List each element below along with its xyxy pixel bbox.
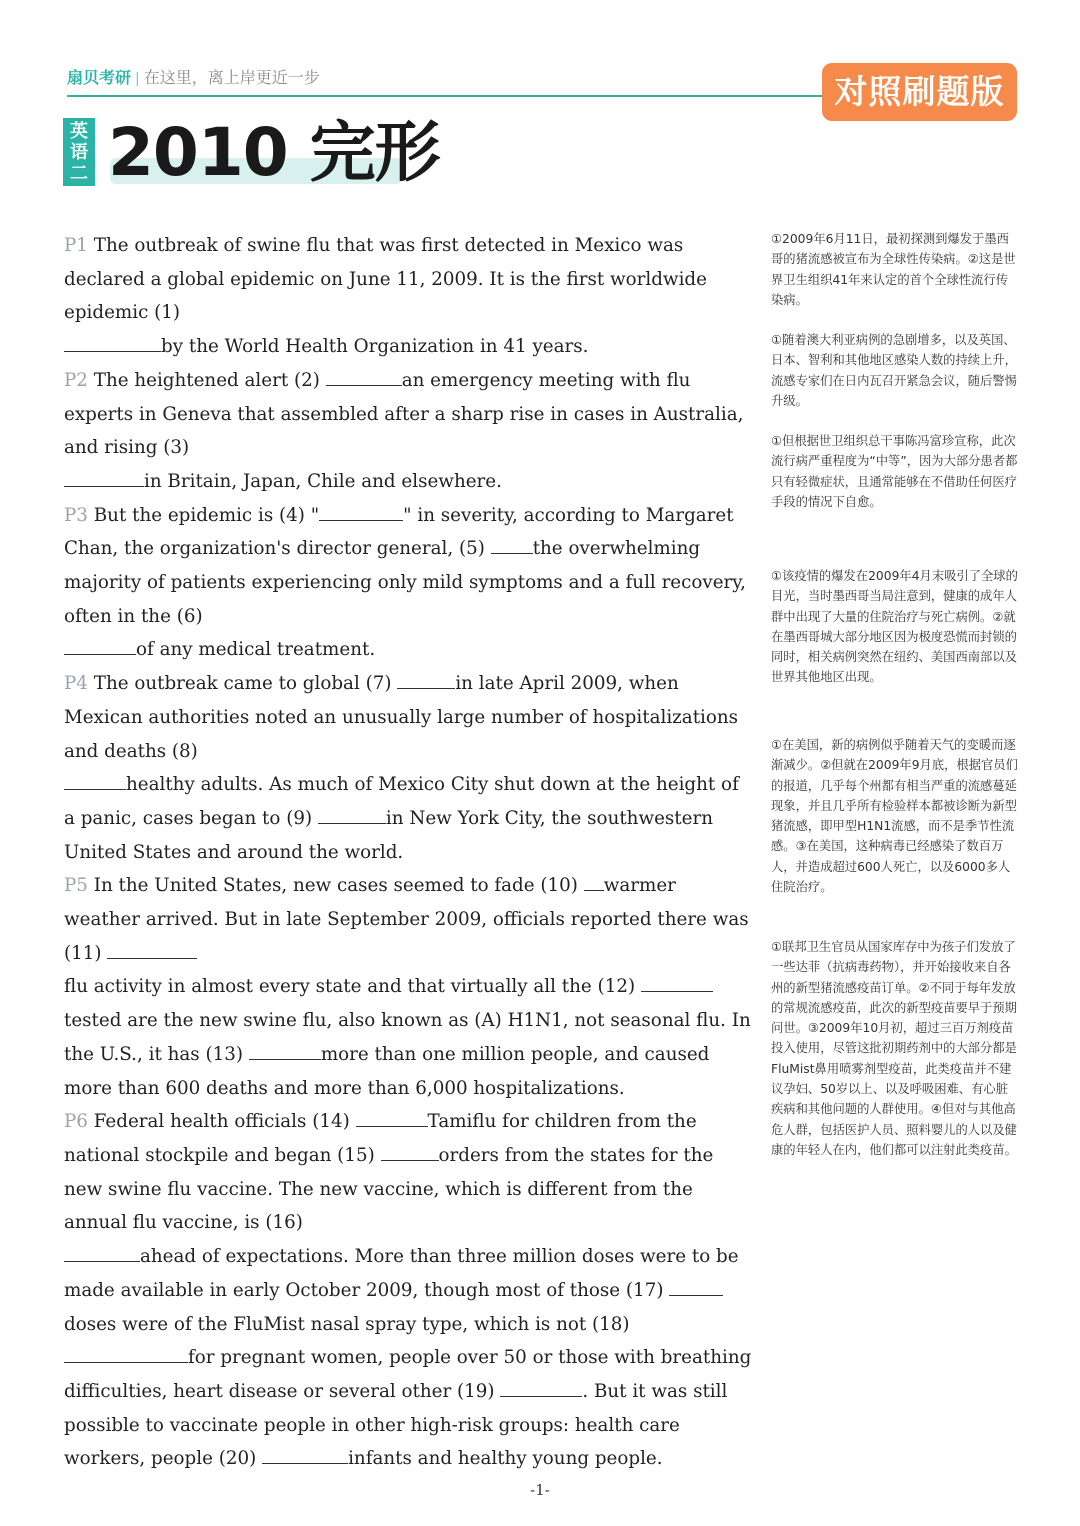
passage-text: In the United States, new cases seemed to fade (10): [87, 875, 584, 897]
passage-text: tested are the new swine flu, also known as (A) H1N1, not seasonal flu. In the U.S., it has (13): [64, 1010, 751, 1065]
passage-text: Tamiflu for children from the national stockpile and began (15): [64, 1111, 697, 1166]
passage-text: Federal health officials (14): [87, 1111, 356, 1133]
page-title: 2010 完形: [108, 114, 440, 191]
passage-text: the overwhelming majority of patients experiencing only mild symptoms and a full recovery, often in the (6): [64, 538, 746, 627]
note-p5: ①在美国，新的病例似乎随着天气的变暖而逐渐减少。②但就在2009年9月底，根据官员们的报道，几乎每个州都有相当严重的流感蔓延现象，并且几乎所有检验样本都被诊断为新型猪流感，即甲型H1N1流感，而不是季节性流感。③在美国，这种病毒已经感染了数百万人，并造成超过600人死亡，以及6000多人住院治疗。: [771, 738, 1018, 895]
header-brand: [67, 65, 320, 88]
answer-blank-5[interactable]: [491, 536, 533, 554]
answer-blank-6[interactable]: [64, 637, 136, 655]
passage-text: The outbreak came to global (7): [87, 673, 398, 695]
answer-blank-9[interactable]: [318, 806, 386, 824]
note-p6: ①联邦卫生官员从国家库存中为孩子们发放了一些达菲（抗病毒药物），并开始接收来自各州的新型猪流感疫苗订单。②不同于每年发放的常规流感疫苗，此次的新型疫苗要早于预期问世。③2009年10月初，超过三百万剂疫苗投入使用，尽管这批初期药剂中的大部分都是FluMist鼻用喷雾剂型疫苗，此类疫苗并不建议孕妇、50岁以上、以及呼吸困难、有心脏疾病和其他问题的人群使用。④但对与其他高危人群，包括医护人员、照料婴儿的人以及健康的年轻人在内，他们都可以注射此类疫苗。: [771, 940, 1017, 1157]
paragraph-label: P6: [64, 1111, 88, 1133]
passage: [64, 229, 752, 1476]
passage-text: The heightened alert (2): [87, 369, 326, 391]
passage-text: doses were of the FluMist nasal spray type, which is not (18): [64, 1313, 630, 1335]
paragraph-p1: [64, 229, 752, 364]
answer-blank-10[interactable]: [584, 873, 604, 891]
subject-tag-char: 语: [70, 141, 88, 163]
note-p4: ①该疫情的爆发在2009年4月末吸引了全球的目光，当时墨西哥当局注意到，健康的成年人群中出现了大量的住院治疗与死亡病例。②就在墨西哥城大部分地区因为极度恐慌而封锁的同时，相关病例突然在纽约、美国西南部以及世界其他地区出现。: [771, 569, 1018, 685]
answer-blank-16[interactable]: [64, 1244, 140, 1262]
answer-blank-4[interactable]: [319, 503, 403, 521]
paragraph-label: P1: [64, 235, 88, 256]
passage-text: The outbreak of swine flu that was first detected in Mexico was declared a global epidemic on June 11, 2009. It is the first worldwide epidemic (1): [64, 235, 707, 324]
passage-text: flu activity in almost every state and that virtually all the (12): [64, 976, 641, 998]
answer-blank-12[interactable]: [641, 974, 713, 992]
passage-text: more than one million people, and caused more than 600 deaths and more than 6,000 hospitalizations.: [64, 1043, 710, 1099]
paragraph-label: P5: [64, 875, 88, 897]
passage-text: of any medical treatment.: [136, 639, 376, 661]
brand-separator: |: [135, 71, 140, 87]
passage-text: orders from the states for the new swine flu vaccine. The new vaccine, which is different from the annual flu vaccine, is (16): [64, 1144, 714, 1234]
brand-slogan: 在这里，离上岸更近一步: [143, 68, 320, 87]
answer-blank-19[interactable]: [500, 1379, 582, 1397]
passage-text: But the epidemic is (4) ": [87, 504, 320, 526]
paragraph-p4: [64, 667, 752, 869]
answer-blank-20[interactable]: [262, 1446, 348, 1464]
passage-text: in late April 2009, when Mexican authorities noted an unusually large number of hospitalizations and deaths (8): [64, 673, 739, 762]
answer-blank-15[interactable]: [381, 1143, 439, 1161]
paragraph-label: P3: [64, 504, 88, 526]
passage-text: " in severity, according to Margaret Chan, the organization's director general, (5): [64, 504, 734, 560]
paragraph-p6: [64, 1105, 752, 1476]
note-p2: ①随着澳大利亚病例的急剧增多，以及英国、日本、智利和其他地区感染人数的持续上升，流感专家们在日内瓦召开紧急会议，随后警惕升级。: [771, 333, 1017, 408]
answer-blank-8[interactable]: [64, 772, 126, 790]
answer-blank-2[interactable]: [326, 368, 402, 386]
answer-blank-13[interactable]: [249, 1042, 321, 1060]
paragraph-label: P4: [64, 673, 88, 695]
passage-text: healthy adults. As much of Mexico City shut down at the height of a panic, cases began to (9): [64, 774, 739, 829]
edition-badge: 对照刷题版: [822, 63, 1017, 121]
passage-text: for pregnant women, people over 50 or those with breathing difficulties, heart disease or several other (19): [64, 1347, 752, 1402]
page-number: -1-: [530, 1481, 550, 1499]
subject-tag-char: 英: [70, 120, 88, 142]
brand-name: 扇贝考研: [67, 68, 132, 87]
paragraph-p3: [64, 499, 752, 668]
answer-blank-17[interactable]: [669, 1278, 723, 1296]
passage-text: in Britain, Japan, Chile and elsewhere.: [144, 470, 502, 492]
answer-blank-14[interactable]: [356, 1109, 428, 1127]
paragraph-p2: [64, 364, 752, 499]
passage-text: by the World Health Organization in 41 years.: [161, 336, 589, 358]
answer-blank-3[interactable]: [64, 469, 144, 487]
passage-text: in New York City, the southwestern United States and around the world.: [64, 807, 713, 863]
answer-blank-11[interactable]: [107, 941, 197, 959]
note-p1: ①2009年6月11日，最初探测到爆发于墨西哥的猪流感被宣布为全球性传染病。②这是世界卫生组织41年来认定的首个全球性流行传染病。: [771, 232, 1016, 307]
subject-tag: [63, 118, 95, 186]
paragraph-p5: [64, 869, 752, 1105]
passage-text: infants and healthy young people.: [348, 1448, 663, 1470]
passage-text: . But it was still possible to vaccinate people in other high-risk groups: health care workers, people (20): [64, 1380, 728, 1470]
passage-text: warmer weather arrived. But in late September 2009, officials reported there was (11): [64, 875, 749, 964]
header-divider: [67, 95, 827, 97]
note-p3: ①但根据世卫组织总干事陈冯富珍宣称，此次流行病严重程度为“中等”，因为大部分患者都只有轻微症状，且通常能够在不借助任何医疗手段的情况下自愈。: [771, 434, 1018, 509]
passage-text: an emergency meeting with flu experts in Geneva that assembled after a sharp rise in cases in Australia, and rising (3): [64, 369, 744, 459]
answer-blank-7[interactable]: [397, 671, 455, 689]
subject-tag-char: 二: [70, 162, 88, 184]
paragraph-label: P2: [64, 369, 88, 391]
passage-text: ahead of expectations. More than three million doses were to be made available in early October 2009, though most of those (17): [64, 1246, 739, 1301]
answer-blank-1[interactable]: [64, 334, 161, 352]
answer-blank-18[interactable]: [64, 1345, 188, 1363]
